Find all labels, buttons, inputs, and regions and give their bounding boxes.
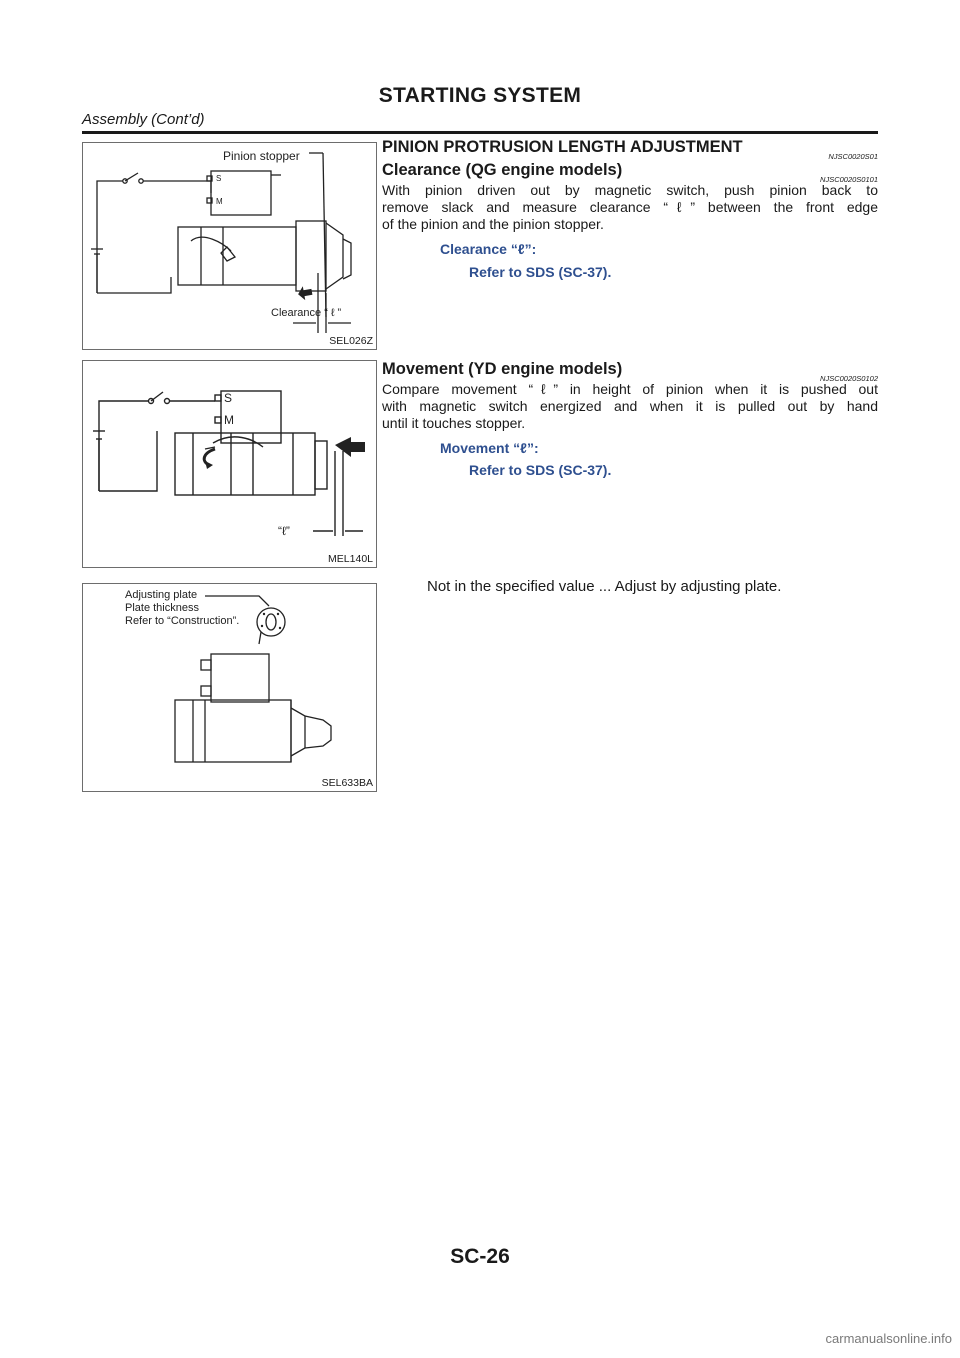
subsection-code: NJSC0020S0102 <box>820 374 878 383</box>
adjusting-plate-diagram <box>83 584 378 793</box>
clearance-instructions: With pinion driven out by magnetic switch, push pinion back to remove slack and measure clearance “ℓ” between the front edge of the pinion and the pinion stopper. <box>382 182 878 233</box>
svg-text:Refer to “Construction”.: Refer to “Construction”. <box>125 615 240 627</box>
page-title: STARTING SYSTEM <box>378 84 582 107</box>
subsection-heading: Clearance (QG engine models) <box>382 161 623 179</box>
movement-instructions: Compare movement “ℓ” in height of pinion when it is pushed out with magnetic switch energized and when it is pulled out by hand until it touches stopper. <box>382 381 878 432</box>
section-heading: PINION PROTRUSION LENGTH ADJUSTMENT <box>382 138 743 156</box>
subsection-heading-row <box>382 360 878 383</box>
svg-text:S: S <box>224 391 233 405</box>
clearance-callout: Clearance “ ℓ ” <box>271 307 342 319</box>
figure-pinion-clearance <box>82 142 377 350</box>
clearance-spec-label: Clearance “ℓ”: <box>440 241 537 257</box>
svg-text:S: S <box>216 174 222 183</box>
clearance-spec-value: Refer to SDS (SC-37). <box>469 264 612 280</box>
movement-spec-label: Movement “ℓ”: <box>440 440 539 456</box>
svg-text:M: M <box>224 413 234 427</box>
movement-callout: “ℓ” <box>278 524 290 538</box>
figure-adjusting-plate <box>82 583 377 792</box>
adjustment-note: Not in the specified value ... Adjust by adjusting plate. <box>427 578 782 595</box>
section-code: NJSC0020S01 <box>828 152 878 161</box>
subsection-heading: Movement (YD engine models) <box>382 360 623 378</box>
section-heading-row <box>382 138 878 161</box>
figure-pinion-movement <box>82 360 377 568</box>
svg-text:Adjusting plate: Adjusting plate <box>125 589 198 601</box>
header-rule <box>82 131 878 134</box>
pinion-movement-diagram <box>83 361 378 569</box>
figure-id: SEL026Z <box>329 335 373 347</box>
pinion-clearance-diagram <box>83 143 378 351</box>
figure-id: SEL633BA <box>321 777 373 789</box>
pinion-stopper-callout: Pinion stopper <box>223 149 300 163</box>
movement-spec-value: Refer to SDS (SC-37). <box>469 462 612 478</box>
figure-id: MEL140L <box>328 553 373 565</box>
page-number: SC-26 <box>450 1245 510 1268</box>
page-subtitle: Assembly (Cont’d) <box>82 111 205 128</box>
svg-text:M: M <box>216 197 223 206</box>
subsection-code: NJSC0020S0101 <box>820 175 878 184</box>
watermark: carmanualsonline.info <box>825 1331 952 1346</box>
subsection-heading-row <box>382 161 878 184</box>
svg-text:Plate thickness: Plate thickness <box>125 602 199 614</box>
